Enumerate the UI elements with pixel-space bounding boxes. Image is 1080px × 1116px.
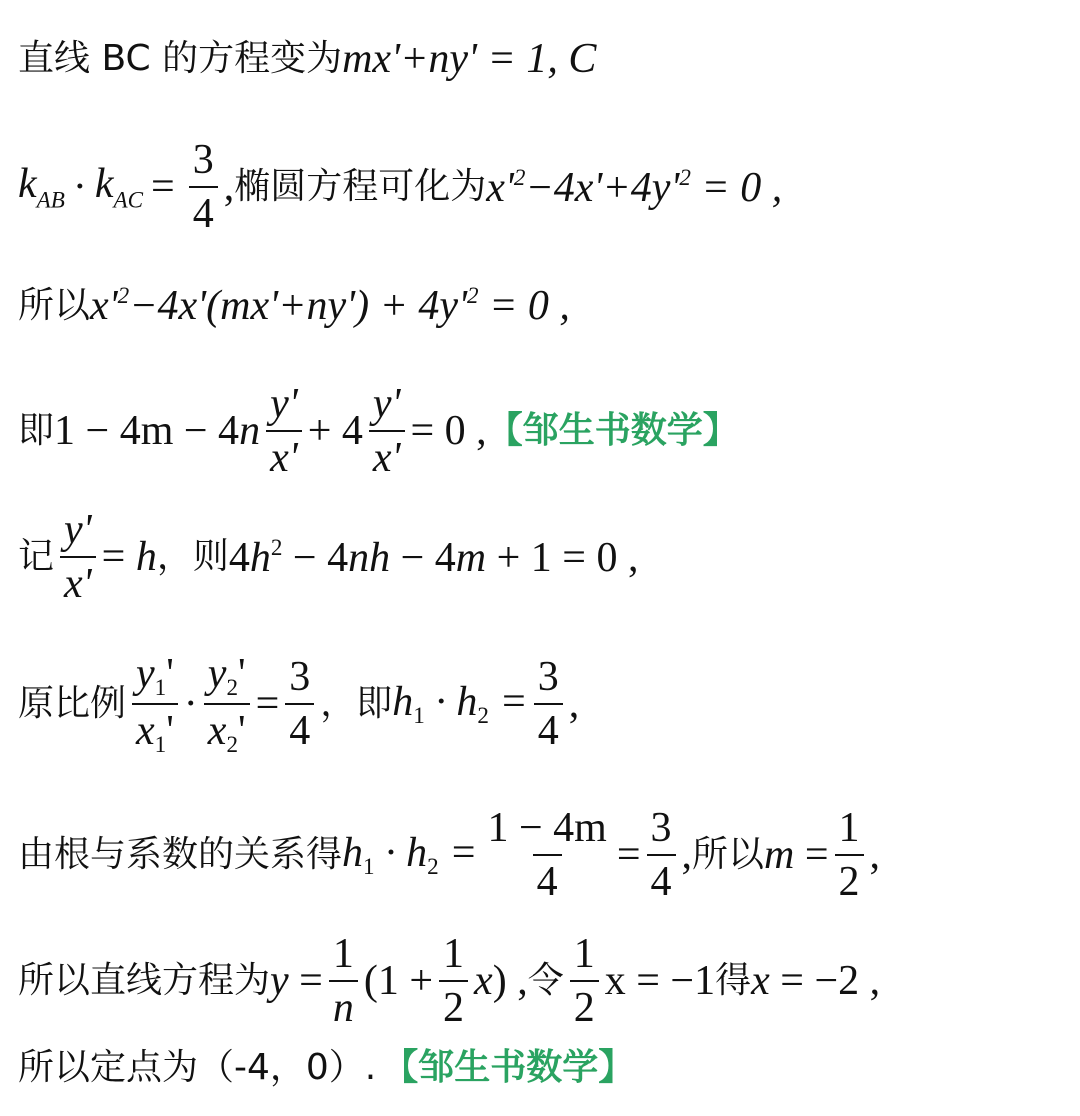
line-5: 记 $\frac{y'}{x'}$ = h ，则 $4h^2 - 4nh - 4m + 1 = 0$ , (18, 507, 639, 608)
line-8-text: 所以直线方程为 (18, 960, 271, 1002)
line-9 (18, 1047, 1074, 1088)
brand-watermark-1: 【邹生书数学】 (486, 410, 739, 452)
line-1-text: 直线 BC 的方程变为 (18, 38, 343, 79)
quadratic-in-h: $4h^2 - 4nh - 4m + 1 = 0$ , (228, 533, 639, 581)
fraction-three-quarters: $\frac{3}{4}$ (189, 138, 218, 236)
line-6: 原比例 $\frac{y_1'}{x_1'}$ · $\frac{y_2'}{x_2'}$ = $\frac{3}{4}$ ，即 $h_1 \cdot h_2$ = $\frac{3}{4}$ , (18, 651, 580, 758)
brand-watermark-2: 【邹生书数学】 (382, 1047, 635, 1088)
line-5-mid: ，则 (156, 536, 229, 578)
line-7-text: 由根与系数的关系得 (18, 834, 343, 876)
line-8: 所以直线方程为 y = $\frac{1}{n}$ (1 + $\frac{1}{2}$ x) , 令 $\frac{1}{2}$ x = −1 得 x = −2 , (18, 931, 881, 1032)
line-7-mid: 所以 (692, 834, 765, 876)
line-2-text: 椭圆方程可化为 (234, 166, 487, 208)
line-8-mid2: 得 (715, 960, 752, 1002)
line-1 (18, 38, 1074, 80)
line-4-text: 即 (18, 410, 55, 452)
line-3-text: 所以 (18, 284, 91, 326)
ellipse-equation: $x'^2-4x'+4y'^2 = 0$ , (486, 163, 783, 211)
line-8-mid: 令 (527, 960, 564, 1002)
line-4: 即 1 − 4m − 4n $\frac{y'}{x'}$ + 4 $\frac{y'}{x'}$ = 0 , 【邹生书数学】 (18, 381, 739, 482)
line-2: $k_{AB}$ · $k_{AC}$ = $\frac{3}{4}$ , 椭圆方程可化为 $x'^2-4x'+4y'^2 = 0$ , (18, 137, 783, 238)
line-6-mid: ，即 (320, 683, 393, 725)
line-6-text: 原比例 (18, 683, 127, 725)
line-7: 由根与系数的关系得 $h_1 \cdot h_2$ = $\frac{1 - 4m}{4}$ = $\frac{3}{4}$ , 所以 m = $\frac{1}{2}$ , (18, 805, 881, 906)
fixed-point-text: 所以定点为（-4，0）. (18, 1047, 377, 1088)
slope-product: $k_{AB}$ (18, 160, 65, 213)
line-3 (18, 282, 1074, 330)
line-5-text: 记 (18, 536, 55, 578)
line-1-formula: mx'+ny' = 1, C (342, 36, 597, 82)
substituted-equation: $x'^2-4x'(mx'+ny') + 4y'^2 = 0$ , (90, 282, 570, 330)
